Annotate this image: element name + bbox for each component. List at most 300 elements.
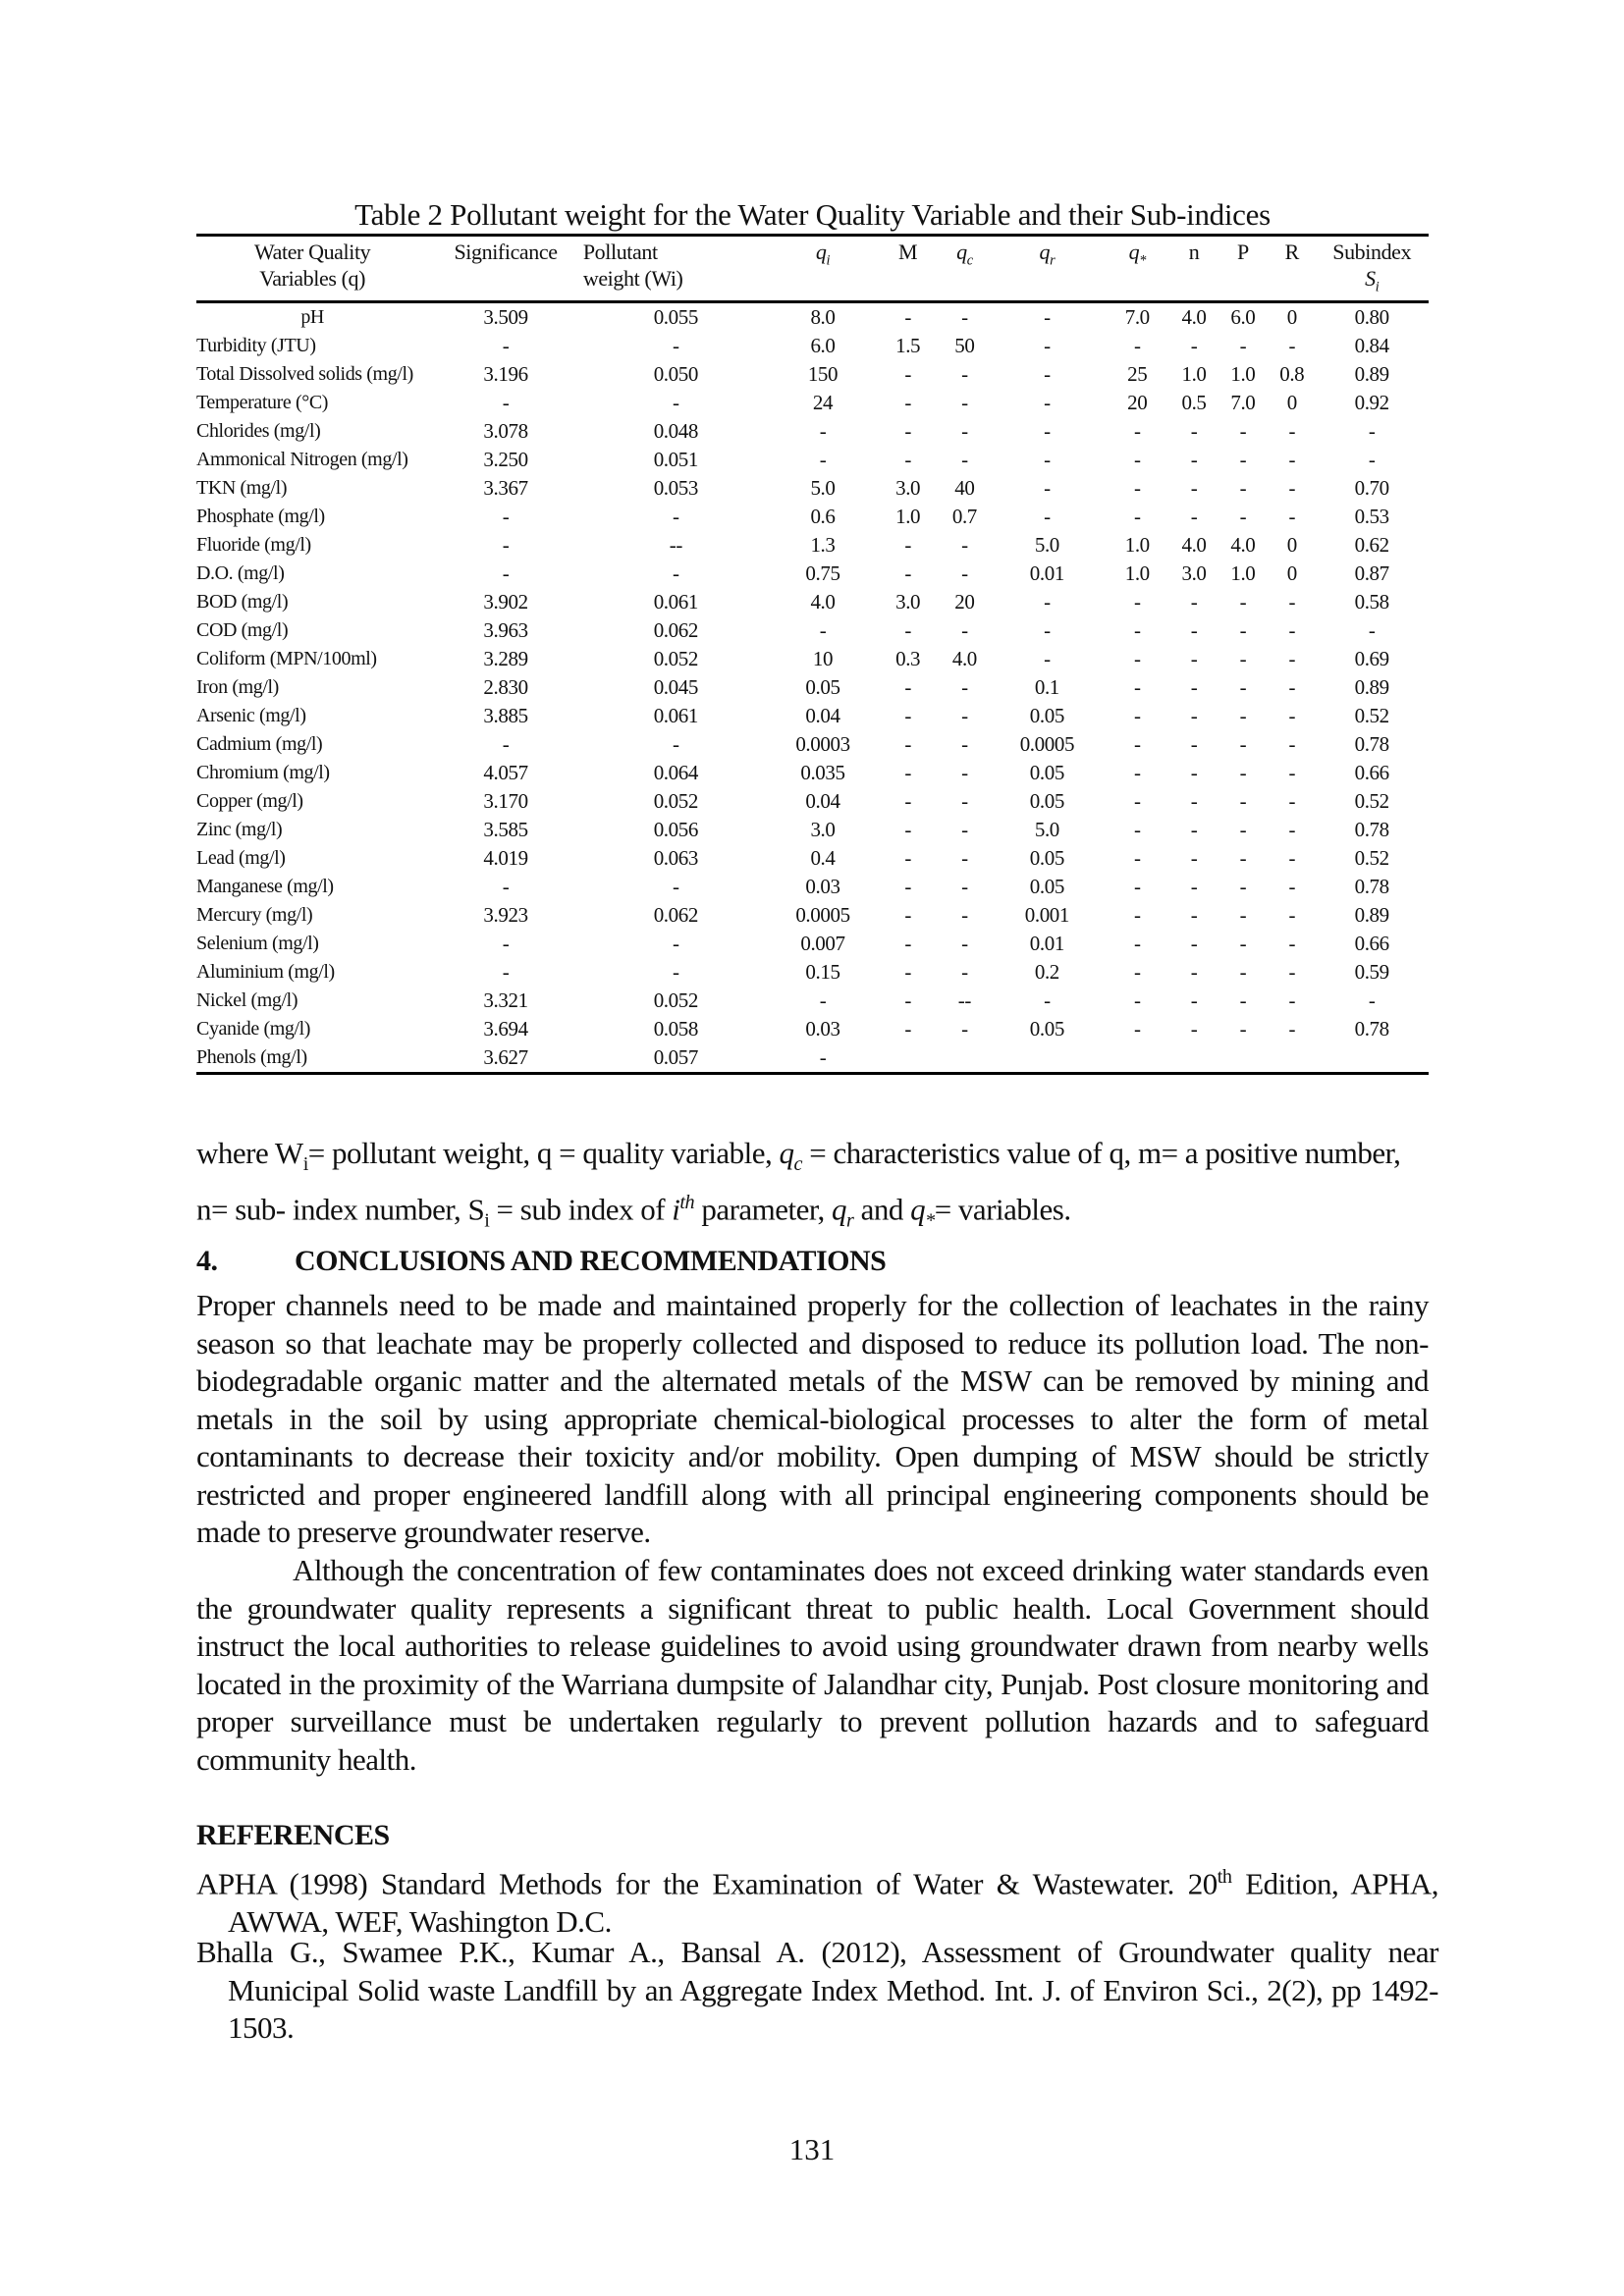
table-row — [196, 588, 1429, 616]
m-cell: 1.0 — [895, 505, 921, 529]
paragraph: Proper channels need to be made and maintained properly for the collection of leachates in the rainy season so that leachate may be properly collected and disposed to reduce its pollution load. The non-biodegradable organic matter and the alternated metals of the MSW can be removed by mining and metals in the soil by using appropriate chemical-biological processes to alter the form of metal contaminants to decrease their toxicity and/or mobility. Open dumping of MSW should be strictly restricted and proper engineered landfill along with all principal engineering components should be made to preserve groundwater reserve. — [196, 1288, 1429, 1549]
header-qr — [991, 236, 1105, 302]
table-row — [196, 844, 1429, 873]
weight-cell: - — [673, 932, 679, 956]
qr-cell: 0.1 — [1034, 675, 1059, 700]
weight-cell: - — [673, 732, 679, 757]
p-cell: - — [1239, 818, 1247, 842]
m-cell: - — [904, 988, 911, 1013]
table-row — [196, 759, 1429, 787]
variable-name: TKN (mg/l) — [196, 477, 288, 500]
weight-cell: - — [673, 875, 679, 899]
qc-cell: - — [961, 533, 968, 558]
qstar-cell: - — [1133, 590, 1141, 614]
qr-cell: 0.05 — [1029, 789, 1064, 814]
m-cell: - — [904, 448, 911, 472]
section-title: CONCLUSIONS AND RECOMMENDATIONS — [295, 1245, 887, 1277]
r-cell: - — [1288, 334, 1296, 358]
subindex-cell: 0.89 — [1354, 675, 1389, 700]
qstar-cell: 25 — [1127, 362, 1148, 387]
qi-cell: 24 — [812, 391, 834, 415]
qc-cell: - — [961, 761, 968, 785]
qstar-cell: - — [1133, 476, 1141, 501]
r-cell: - — [1288, 732, 1296, 757]
variable-name: Temperature (°C) — [196, 392, 329, 414]
qr-cell: - — [1044, 618, 1051, 643]
header-variable — [196, 236, 428, 302]
r-cell: - — [1288, 675, 1296, 700]
m-cell: - — [904, 875, 911, 899]
r-cell: - — [1288, 818, 1296, 842]
table-row — [196, 673, 1429, 702]
qr-cell: 0.01 — [1029, 561, 1064, 586]
qstar-cell: - — [1133, 932, 1141, 956]
qi-cell: 4.0 — [810, 590, 836, 614]
significance-cell: 3.367 — [483, 476, 528, 501]
n-cell: - — [1190, 448, 1198, 472]
qc-cell: - — [961, 1017, 968, 1041]
r-cell: 0 — [1286, 391, 1297, 415]
m-cell: - — [904, 932, 911, 956]
qr-cell: - — [1044, 505, 1051, 529]
weight-cell: 0.061 — [653, 704, 698, 728]
p-cell: 1.0 — [1230, 362, 1256, 387]
weight-cell: 0.045 — [653, 675, 698, 700]
qc-cell: - — [961, 875, 968, 899]
qstar-cell: - — [1133, 1017, 1141, 1041]
variable-name: COD (mg/l) — [196, 619, 289, 642]
legend-text: where W — [196, 1136, 303, 1170]
qstar-cell — [1104, 1043, 1170, 1074]
legend-symbol: q — [832, 1192, 847, 1227]
table-row — [196, 332, 1429, 360]
table-row — [196, 702, 1429, 730]
weight-cell: - — [673, 391, 679, 415]
qc-cell: 50 — [954, 334, 975, 358]
p-cell: 4.0 — [1230, 533, 1256, 558]
qr-cell: - — [1044, 419, 1051, 444]
qc-cell: - — [961, 704, 968, 728]
qstar-cell: - — [1133, 875, 1141, 899]
table-row — [196, 987, 1429, 1015]
p-cell: - — [1239, 1017, 1247, 1041]
weight-cell: 0.055 — [653, 305, 698, 330]
variable-name: Arsenic (mg/l) — [196, 705, 306, 727]
m-cell: - — [904, 391, 911, 415]
legend-sub: r — [846, 1209, 854, 1232]
variable-name: Total Dissolved solids (mg/l) — [196, 363, 413, 386]
m-cell: - — [904, 675, 911, 700]
variable-name: Nickel (mg/l) — [196, 989, 298, 1012]
header-weight-line2: weight (Wi) — [582, 266, 683, 291]
m-cell: - — [904, 1017, 911, 1041]
qr-cell: - — [1044, 988, 1051, 1013]
weight-cell: - — [673, 561, 679, 586]
m-cell: - — [904, 818, 911, 842]
weight-cell: 0.057 — [653, 1045, 698, 1070]
significance-cell: 3.289 — [483, 647, 528, 671]
r-cell: - — [1288, 875, 1296, 899]
subindex-cell: - — [1368, 448, 1376, 472]
qr-cell: 0.05 — [1029, 846, 1064, 871]
significance-cell: 4.019 — [483, 846, 528, 871]
table-row — [196, 360, 1429, 389]
r-cell: - — [1288, 647, 1296, 671]
header-m: M — [898, 240, 918, 264]
n-cell: - — [1190, 818, 1198, 842]
significance-cell: - — [502, 391, 510, 415]
p-cell: - — [1239, 647, 1247, 671]
qc-cell: - — [961, 305, 968, 330]
qi-cell: 0.4 — [810, 846, 836, 871]
qc-cell: - — [961, 561, 968, 586]
subindex-cell: 0.78 — [1354, 875, 1389, 899]
qr-cell: 0.05 — [1029, 761, 1064, 785]
variable-name: Manganese (mg/l) — [196, 876, 334, 898]
weight-cell: 0.053 — [653, 476, 698, 501]
table-row — [196, 645, 1429, 673]
qr-cell: 5.0 — [1034, 533, 1059, 558]
n-cell: - — [1190, 590, 1198, 614]
m-cell: - — [904, 960, 911, 985]
variable-name: Turbidity (JTU) — [196, 335, 316, 357]
qr-cell: 0.2 — [1034, 960, 1059, 985]
significance-cell: 4.057 — [483, 761, 528, 785]
r-cell — [1269, 1043, 1315, 1074]
header-subindex-label: Subindex — [1332, 240, 1412, 264]
qi-cell: - — [819, 448, 827, 472]
n-cell: 4.0 — [1181, 305, 1207, 330]
header-p: P — [1236, 240, 1249, 264]
n-cell: - — [1190, 476, 1198, 501]
r-cell: - — [1288, 505, 1296, 529]
r-cell: - — [1288, 590, 1296, 614]
qi-cell: 0.6 — [810, 505, 836, 529]
weight-cell: - — [673, 960, 679, 985]
m-cell: - — [904, 761, 911, 785]
qr-cell: - — [1044, 305, 1051, 330]
variable-name: Phosphate (mg/l) — [196, 506, 325, 528]
r-cell: - — [1288, 932, 1296, 956]
subindex-cell: 0.78 — [1354, 818, 1389, 842]
header-subindex-symbol: S — [1365, 266, 1376, 291]
header-significance: Significance — [454, 240, 558, 264]
significance-cell: - — [502, 505, 510, 529]
table-row — [196, 616, 1429, 645]
qi-cell: 0.0005 — [795, 903, 850, 928]
qstar-cell: 1.0 — [1124, 561, 1150, 586]
header-subindex-sub: i — [1375, 279, 1380, 295]
legend-sub: c — [793, 1153, 802, 1176]
qc-cell: - — [961, 675, 968, 700]
qr-cell: - — [1044, 647, 1051, 671]
qc-cell: - — [961, 932, 968, 956]
qi-cell: 0.04 — [805, 704, 840, 728]
qi-cell: 0.035 — [800, 761, 845, 785]
reference-text: APHA (1998) Standard Methods for the Examination of Water & Wastewater. 20 — [196, 1866, 1218, 1901]
r-cell: - — [1288, 618, 1296, 643]
table-header — [196, 236, 1429, 302]
subindex-cell: - — [1368, 988, 1376, 1013]
n-cell: - — [1190, 846, 1198, 871]
m-cell: - — [904, 903, 911, 928]
n-cell: 0.5 — [1181, 391, 1207, 415]
qi-cell: 0.04 — [805, 789, 840, 814]
header-qr-symbol: q — [1039, 240, 1051, 264]
r-cell: - — [1288, 761, 1296, 785]
r-cell: 0 — [1286, 305, 1297, 330]
subindex-cell: 0.66 — [1354, 932, 1389, 956]
p-cell: 1.0 — [1230, 561, 1256, 586]
p-cell: - — [1239, 448, 1247, 472]
variable-name: Chlorides (mg/l) — [196, 420, 321, 443]
qi-cell: 8.0 — [810, 305, 836, 330]
subindex-cell: 0.69 — [1354, 647, 1389, 671]
qr-cell: 0.05 — [1029, 875, 1064, 899]
p-cell: - — [1239, 618, 1247, 643]
p-cell: - — [1239, 789, 1247, 814]
table-row — [196, 474, 1429, 503]
m-cell: - — [904, 305, 911, 330]
significance-cell: - — [502, 960, 510, 985]
legend-sub: i — [302, 1153, 308, 1176]
qc-cell: - — [961, 960, 968, 985]
subindex-cell: 0.78 — [1354, 732, 1389, 757]
significance-cell: 2.830 — [483, 675, 528, 700]
m-cell: - — [904, 561, 911, 586]
qc-cell: - — [961, 789, 968, 814]
significance-cell: 3.509 — [483, 305, 528, 330]
significance-cell: 3.321 — [483, 988, 528, 1013]
variable-name: Cadmium (mg/l) — [196, 733, 323, 756]
significance-cell: 3.885 — [483, 704, 528, 728]
qc-cell: -- — [957, 988, 971, 1013]
p-cell: - — [1239, 334, 1247, 358]
m-cell: - — [904, 846, 911, 871]
qi-cell: - — [819, 1045, 827, 1070]
r-cell: - — [1288, 960, 1296, 985]
weight-cell: 0.064 — [653, 761, 698, 785]
table-row — [196, 417, 1429, 446]
p-cell — [1218, 1043, 1270, 1074]
significance-cell: 3.250 — [483, 448, 528, 472]
table-row — [196, 730, 1429, 759]
variable-name: Lead (mg/l) — [196, 847, 286, 870]
m-cell — [877, 1043, 939, 1074]
significance-cell: 3.627 — [483, 1045, 528, 1070]
subindex-cell: 0.59 — [1354, 960, 1389, 985]
subindex-cell: 0.58 — [1354, 590, 1389, 614]
table-row — [196, 531, 1429, 560]
weight-cell: 0.052 — [653, 789, 698, 814]
subindex-cell: 0.89 — [1354, 903, 1389, 928]
variable-name: Iron (mg/l) — [196, 676, 279, 699]
header-qr-sub: r — [1050, 252, 1056, 269]
qc-cell — [939, 1043, 991, 1074]
page-number: 131 — [788, 2132, 836, 2166]
m-cell: 3.0 — [895, 590, 921, 614]
weight-cell: 0.056 — [653, 818, 698, 842]
weight-cell: 0.063 — [653, 846, 698, 871]
qstar-cell: - — [1133, 448, 1141, 472]
qr-cell: 0.05 — [1029, 704, 1064, 728]
r-cell: - — [1288, 846, 1296, 871]
qstar-cell: - — [1133, 988, 1141, 1013]
paragraph: Although the concentration of few contaminates does not exceed drinking water standards even the groundwater quality represents a significant threat to public health. Local Government should instruct the local authorities to release guidelines to avoid using groundwater drawn from nearby wells located in the proximity of the Warriana dumpsite of Jalandhar city, Punjab. Post closure monitoring and proper surveillance must be undertaken regularly to prevent pollution hazards and to safeguard community health. — [196, 1553, 1429, 1777]
qstar-cell: 1.0 — [1124, 533, 1150, 558]
variable-name: Coliform (MPN/100ml) — [196, 648, 377, 670]
qstar-cell: - — [1133, 789, 1141, 814]
header-r: R — [1284, 240, 1299, 264]
weight-cell: 0.062 — [653, 903, 698, 928]
qi-cell: 10 — [812, 647, 834, 671]
p-cell: - — [1239, 960, 1247, 985]
m-cell: - — [904, 704, 911, 728]
weight-cell: -- — [669, 533, 682, 558]
n-cell: - — [1190, 704, 1198, 728]
m-cell: - — [904, 618, 911, 643]
table-row — [196, 930, 1429, 958]
table-row — [196, 901, 1429, 930]
n-cell: - — [1190, 1017, 1198, 1041]
variable-name: pH — [300, 306, 324, 329]
weight-cell: 0.058 — [653, 1017, 698, 1041]
n-cell: - — [1190, 903, 1198, 928]
r-cell: - — [1288, 704, 1296, 728]
subindex-cell: - — [1368, 618, 1376, 643]
subindex-cell: 0.62 — [1354, 533, 1389, 558]
reference-item — [196, 1934, 1438, 2048]
subindex-cell: 0.80 — [1354, 305, 1389, 330]
legend-text: parameter, — [694, 1192, 833, 1227]
table-row — [196, 787, 1429, 816]
n-cell: - — [1190, 732, 1198, 757]
legend-sub: * — [925, 1209, 935, 1232]
p-cell: - — [1239, 505, 1247, 529]
table-row — [196, 1015, 1429, 1043]
weight-cell: 0.062 — [653, 618, 698, 643]
p-cell: - — [1239, 704, 1247, 728]
subindex-cell: 0.52 — [1354, 846, 1389, 871]
qr-cell: - — [1044, 476, 1051, 501]
variable-name: Mercury (mg/l) — [196, 904, 313, 927]
variable-name: Phenols (mg/l) — [196, 1046, 307, 1069]
weight-cell: - — [673, 334, 679, 358]
header-variable-line2: Variables (q) — [259, 266, 366, 291]
n-cell: - — [1190, 960, 1198, 985]
qr-cell: 0.001 — [1024, 903, 1070, 928]
legend-text: and — [853, 1192, 911, 1227]
n-cell: - — [1190, 647, 1198, 671]
qstar-cell: 20 — [1127, 391, 1148, 415]
qi-cell: 3.0 — [810, 818, 836, 842]
m-cell: - — [904, 732, 911, 757]
significance-cell: 3.694 — [483, 1017, 528, 1041]
m-cell: 3.0 — [895, 476, 921, 501]
subindex-cell: 0.66 — [1354, 761, 1389, 785]
qstar-cell: - — [1133, 732, 1141, 757]
qstar-cell: - — [1133, 647, 1141, 671]
header-qc-symbol: q — [956, 240, 967, 264]
qstar-cell: - — [1133, 334, 1141, 358]
n-cell: 1.0 — [1181, 362, 1207, 387]
significance-cell: 3.585 — [483, 818, 528, 842]
legend-text: = characteristics value of q, m= a positive number, n= sub- index number, S — [196, 1136, 1401, 1227]
significance-cell: 3.078 — [483, 419, 528, 444]
p-cell: - — [1239, 419, 1247, 444]
r-cell: 0.8 — [1279, 362, 1305, 387]
header-qc-sub: c — [966, 252, 973, 269]
significance-cell: - — [502, 561, 510, 586]
p-cell: 7.0 — [1230, 391, 1256, 415]
qi-cell: 0.007 — [800, 932, 845, 956]
m-cell: - — [904, 789, 911, 814]
qc-cell: 40 — [954, 476, 975, 501]
r-cell: 0 — [1286, 561, 1297, 586]
qc-cell: - — [961, 818, 968, 842]
n-cell: - — [1190, 675, 1198, 700]
table-body — [196, 302, 1429, 1074]
qi-cell: 0.0003 — [795, 732, 850, 757]
p-cell: - — [1239, 476, 1247, 501]
p-cell: 6.0 — [1230, 305, 1256, 330]
m-cell: - — [904, 362, 911, 387]
qc-cell: - — [961, 391, 968, 415]
header-subindex — [1315, 236, 1429, 302]
header-qstar-symbol: q — [1128, 240, 1140, 264]
subindex-cell — [1315, 1043, 1429, 1074]
qr-cell: - — [1044, 590, 1051, 614]
qc-cell: - — [961, 903, 968, 928]
qstar-cell: - — [1133, 846, 1141, 871]
n-cell: - — [1190, 932, 1198, 956]
r-cell: - — [1288, 419, 1296, 444]
qi-cell: 6.0 — [810, 334, 836, 358]
p-cell: - — [1239, 761, 1247, 785]
header-qstar-sub: * — [1139, 252, 1146, 269]
n-cell: - — [1190, 334, 1198, 358]
r-cell: - — [1288, 789, 1296, 814]
n-cell: 3.0 — [1181, 561, 1207, 586]
reference-text: Bhalla G., Swamee P.K., Kumar A., Bansal A. (2012), Assessment of Groundwater quality near Municipal Solid waste Landfill by an Aggregate Index Method. Int. J. of Environ Sci., 2(2), pp 1492-1503. — [196, 1935, 1438, 2045]
qi-cell: 5.0 — [810, 476, 836, 501]
reference-item — [196, 1858, 1438, 1941]
reference-text: Edition, APHA, AWWA, WEF, Washington D.C. — [228, 1866, 1439, 1939]
qc-cell: - — [961, 448, 968, 472]
table-caption: Table 2 Pollutant weight for the Water Quality Variable and their Sub-indices — [354, 197, 1271, 232]
n-cell: - — [1190, 505, 1198, 529]
qstar-cell: - — [1133, 818, 1141, 842]
p-cell: - — [1239, 846, 1247, 871]
table-row — [196, 302, 1429, 333]
qi-cell: 0.03 — [805, 875, 840, 899]
table-row — [196, 1043, 1429, 1074]
p-cell: - — [1239, 988, 1247, 1013]
weight-cell: - — [673, 505, 679, 529]
significance-cell: - — [502, 932, 510, 956]
weight-cell: 0.048 — [653, 419, 698, 444]
significance-cell: 3.923 — [483, 903, 528, 928]
n-cell: - — [1190, 419, 1198, 444]
qr-cell: 0.0005 — [1019, 732, 1075, 757]
qr-cell: - — [1044, 362, 1051, 387]
p-cell: - — [1239, 875, 1247, 899]
subindex-cell: 0.84 — [1354, 334, 1389, 358]
header-qi-sub: i — [826, 252, 831, 269]
header-qi-symbol: q — [815, 240, 827, 264]
pollutant-weight-table-container — [196, 234, 1429, 1075]
variable-name: Aluminium (mg/l) — [196, 961, 335, 984]
